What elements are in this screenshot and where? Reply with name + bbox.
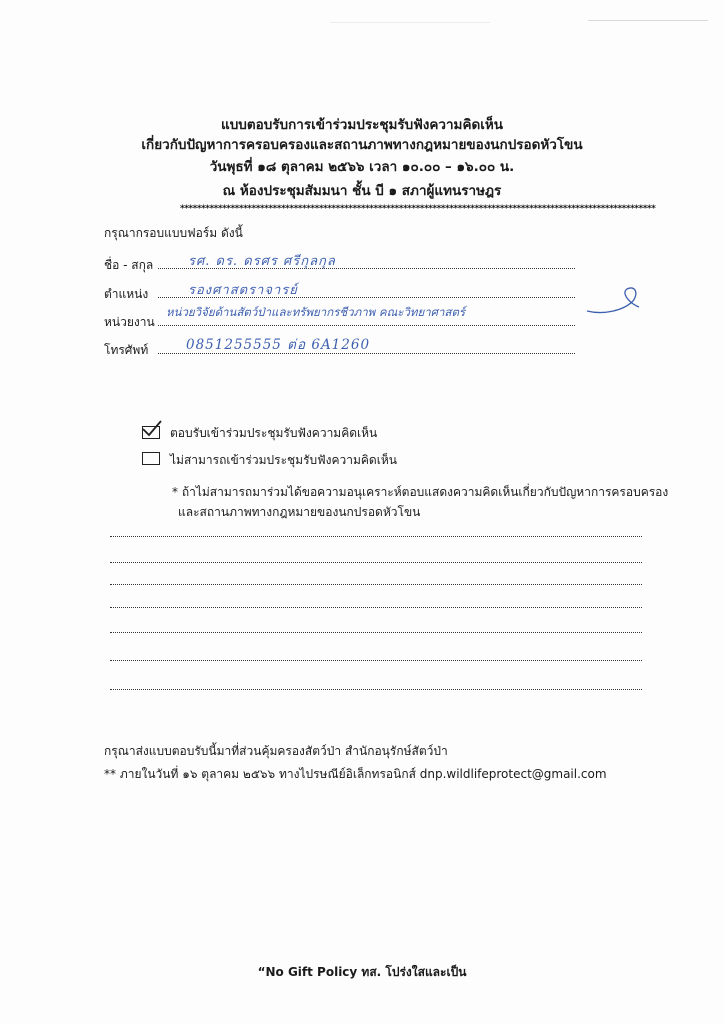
decline-checkbox[interactable] bbox=[142, 452, 160, 465]
footer-policy: “No Gift Policy ทส. โปร่งใสและเป็น bbox=[257, 965, 467, 979]
separator: ***************************************************************************************************************** bbox=[180, 204, 656, 214]
comment-line[interactable] bbox=[110, 689, 642, 690]
organization-field[interactable]: หน่วยวิจัยด้านสัตว์ป่าและทรัพยากรชีวภาพ คณะวิทยาศาสตร์ bbox=[166, 305, 466, 319]
position-label: ตำแหน่ง bbox=[104, 287, 149, 301]
check-mark-icon bbox=[141, 419, 163, 439]
venue-line: ณ ห้องประชุมสัมมนา ชั้น บี ๑ สภาผู้แทนราษฎร bbox=[222, 183, 502, 199]
decline-label: ไม่สามารถเข้าร่วมประชุมรับฟังความคิดเห็น bbox=[170, 453, 397, 467]
phone-label: โทรศัพท์ bbox=[104, 343, 149, 357]
submission-instruction: กรุณาส่งแบบตอบรับนี้มาที่ส่วนคุ้มครองสัตว์ป่า สำนักอนุรักษ์สัตว์ป่า bbox=[104, 744, 448, 758]
organization-line bbox=[158, 325, 575, 326]
decline-note-line-2: และสถานภาพทางกฎหมายของนกปรอดหัวโขน bbox=[178, 505, 421, 519]
accept-label: ตอบรับเข้าร่วมประชุมรับฟังความคิดเห็น bbox=[170, 426, 378, 440]
name-field[interactable]: รศ. ดร. ดรศร ศรีกุลกุล bbox=[188, 254, 336, 269]
date-time-line: วันพุธที่ ๑๘ ตุลาคม ๒๕๖๖ เวลา ๑๐.๐๐ – ๑๖.๐๐ น. bbox=[209, 159, 515, 175]
organization-label: หน่วยงาน bbox=[104, 315, 155, 329]
comment-line[interactable] bbox=[110, 584, 642, 585]
scan-artifact bbox=[588, 20, 708, 21]
handwriting-flourish bbox=[583, 281, 643, 321]
title-line-2: เกี่ยวกับปัญหาการครอบครองและสถานภาพทางกฎหมายของนกปรอดหัวโขน bbox=[141, 137, 583, 153]
accept-checkbox[interactable] bbox=[142, 426, 160, 439]
form-instruction: กรุณากรอบแบบฟอร์ม ดังนี้ bbox=[104, 226, 243, 240]
comment-line[interactable] bbox=[110, 632, 642, 633]
comment-line[interactable] bbox=[110, 660, 642, 661]
position-field[interactable]: รองศาสตราจารย์ bbox=[188, 283, 298, 298]
comment-line[interactable] bbox=[110, 536, 642, 537]
submission-deadline: ** ภายในวันที่ ๑๖ ตุลาคม ๒๕๖๖ ทางไปรษณีย์อิเล็กทรอนิกส์ dnp.wildlifeprotect@gmail.com bbox=[104, 767, 607, 781]
phone-field[interactable]: 0851255555 ต่อ 6A1260 bbox=[186, 337, 371, 353]
comment-line[interactable] bbox=[110, 562, 642, 563]
decline-note-line-1: * ถ้าไม่สามารถมาร่วมได้ขอความอนุเคราะห์ตอบแสดงความคิดเห็นเกี่ยวกับปัญหาการครอบครอง bbox=[172, 485, 669, 499]
comment-line[interactable] bbox=[110, 607, 642, 608]
scan-artifact bbox=[330, 22, 490, 23]
name-label: ชื่อ - สกุล bbox=[104, 258, 154, 272]
title-line-1: แบบตอบรับการเข้าร่วมประชุมรับฟังความคิดเห็น bbox=[221, 117, 503, 133]
